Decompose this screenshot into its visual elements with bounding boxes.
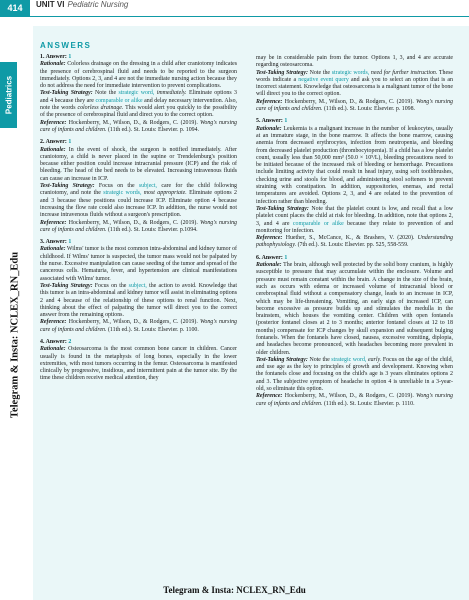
answer-number: 1: [284, 118, 288, 125]
side-tab-label: Pediatrics: [4, 75, 13, 115]
answer-4-continued: may be in considerable pain from the tumor. Options 1, 3, and 4 are accurate regarding osteosarcoma.: [256, 55, 453, 69]
answer-1-rationale: Rationale: Colorless drainage on the dressing in a child after craniotomy indicates the presence of cerebrospinal fluid and needs to be reported to the surgeon immediately. Options 2, 3, and 4 are not the immediate nursing action because they do not address the need for immediate intervention to prevent complications.: [40, 61, 237, 90]
page-header: [0, 0, 469, 17]
answers-title: ANSWERS: [40, 41, 92, 50]
answer-number: 2: [68, 338, 72, 345]
answer-6-strategy: Test-Taking Strategy: Note the strategic word, early. Focus on the age of the child, and use age as the key to principles of growth and development. Knowing when the fontanels close and focusing on the child's age is 3 years eliminates options 2 and 3. The subjective symptom of headache in option 4 is unreliable in a 3-year-old, so eliminate this option.: [256, 356, 453, 393]
right-column: [256, 55, 453, 408]
answer-6-heading: 6. Answer: 1: [256, 254, 288, 261]
answer-5-rationale: Rationale: Leukemia is a malignant increase in the number of leukocytes, usually at an immature stage, in the bone marrow. It affects the bone marrow, causing anemia from decreased erythrocytes, infection from neutropenia, and bleeding from decreased platelet production (thrombocytopenia). If a child has a low platelet count, usually less than 50,000 mm³ (50.0 × 10⁹/L), bleeding precautions need to be initiated because of the increased risk of bleeding or hemorrhage. Precautions include limiting activity that could result in head injury, using soft toothbrushes, checking urine and stools for blood, and administering stool softeners to prevent straining with constipation. In addition, suppositories, enemas, and rectal temperatures are avoided. Options 2, 3, and 4 are related to the prevention of infection rather than bleeding.: [256, 125, 453, 205]
answer-2-rationale: Rationale: In the event of shock, the surgeon is notified immediately. After craniotomy, a child is never placed in the supine or Trendelenburg's position because either position could increase intracranial pressure (ICP) and the risk of bleeding. The head of the bed needs to be elevated. Increasing intravenous fluids can cause an increase in ICP.: [40, 146, 237, 182]
answer-6-rationale: Rationale: The brain, although well protected by the solid bony cranium, is highly susceptible to pressure that may accumulate within the enclosure. Volume and pressure must remain constant within the brain. A change in the size of the brain, such as occurs with edema or increased volume of intracranial blood or cerebrospinal fluid without a compensatory change, leads to an increase in ICP, which may be life-threatening. Vomiting, an early sign of increased ICP, can become excessive as pressure builds up and stimulates the medulla in the brainstem, which houses the vomiting center. Children with open fontanels (posterior fontanel closes at 2 to 3 months; anterior fontanel closes at 12 to 18 months) compensate for ICP changes by skull expansion and subsequent bulging fontanels. When the fontanels have closed, nausea, excessive vomiting, diplopia, and headaches become pronounced, with headaches becoming more prevalent in older children.: [256, 262, 453, 356]
answer-5-reference: Reference: Huether, S., McCance, K., & Brashers, V. (2020). Understanding pathophysiology. (7th ed.). St. Louis: Elsevier. pp. 525, 558-559.: [256, 235, 453, 249]
answer-4-rationale: Rationale: Osteosarcoma is the most common bone cancer in children. Cancer usually is found in the metaphysis of long bones, especially in the lower extremities, with most tumors occurring in the femur. Osteosarcoma is manifested clinically by progressive, insidious, and intermittent pain at the tumor site. By the time these children receive medical attention, they: [40, 346, 237, 382]
answer-number: 1: [284, 254, 288, 261]
section-side-tab: [0, 62, 17, 128]
answer-2-reference: Reference: Hockenberry, M., Wilson, D., & Rodgers, C. (2019). Wong's nursing care of infants and children. (11th ed.). St. Louis: Elsevier. p.1094.: [40, 219, 237, 233]
answer-number: 1: [68, 139, 72, 146]
footer-watermark: Telegram & Insta: NCLEX_RN_Edu: [163, 585, 306, 595]
answer-3-rationale: Rationale: Wilms' tumor is the most common intra-abdominal and kidney tumor of childhood. If Wilms' tumor is suspected, the tumor mass would not be palpated by the nurse. Excessive manipulation can cause seeding of the tumor and spread of the cancerous cells. Hematuria, fever, and hypertension are clinical manifestations associated with Wilms' tumor.: [40, 246, 237, 282]
answer-3-reference: Reference: Hockenberry, M., Wilson, D., & Rodgers, C. (2019). Wong's nursing care of infants and children. (11th ed.). St. Louis: Elsevier. p. 1100.: [40, 319, 237, 333]
answer-1-reference: Reference: Hockenberry, M., Wilson, D., & Rodgers, C. (2019). Wong's nursing care of infants and children. (11th ed.). St. Louis: Elsevier. p. 1094.: [40, 119, 237, 133]
left-column: [40, 54, 237, 383]
unit-title: Pediatric Nursing: [67, 0, 129, 9]
answer-1-strategy: Test-Taking Strategy: Note the strategic word, immediately. Eliminate options 3 and 4 because they are comparable or alike and delay necessary intervention. Also, note the words colorless drainage. This would alert you quickly to the possibility of the presence of cerebrospinal fluid and direct you to the correct option.: [40, 90, 237, 119]
answer-5-heading: 5. Answer: 1: [256, 118, 288, 125]
watermark-text: Telegram & Insta: NCLEX_RN_Edu: [9, 251, 21, 419]
answer-6-reference: Reference: Hockenberry, M., Wilson, D., & Rodgers, C. (2019). Wong's nursing care of infants and children. (11th ed.). St. Louis: Elsevier. p. 1110.: [256, 393, 453, 407]
answer-5-strategy: Test-Taking Strategy: Note that the platelet count is low, and recall that a low platelet count places the child at risk for bleeding. In addition, note that options 2, 3, and 4 are comparable or alike because they relate to prevention of and monitoring for infection.: [256, 205, 454, 234]
answer-number: 1: [68, 239, 72, 246]
answer-1-heading: 1. Answer: 1: [40, 54, 72, 60]
unit-label: UNIT VI: [36, 0, 65, 9]
answer-2-strategy: Test-Taking Strategy: Focus on the subject, care for the child following craniotomy, and note the strategic words, most appropriate. Eliminate options 2 and 3 because these positions could increase ICP. Eliminate option 4 because increasing the flow rate could also increase ICP. In addition, the nurse would not increase intravenous fluids without a surgeon's prescription.: [40, 183, 238, 219]
answer-4-reference: Reference: Hockenberry, M., Wilson, D., & Rodgers, C. (2019). Wong's nursing care of infants and children. (11th ed.). St. Louis: Elsevier. p. 1098.: [256, 98, 453, 113]
answer-3-heading: 3. Answer: 1: [40, 239, 72, 246]
side-watermark: [4, 205, 26, 465]
header-rule: [30, 16, 469, 17]
answer-4-strategy: Test-Taking Strategy: Note the strategic words, need for further instruction. These words indicate a negative event query and ask you to select an option that is an incorrect statement. Knowledge that osteosarcoma is a malignant tumor of the bone will direct you to the correct option.: [256, 69, 453, 98]
answer-3-strategy: Test-Taking Strategy: Focus on the subject, the action to avoid. Knowledge that this tumor is an intra-abdominal and kidney tumor will assist in eliminating options 2 and 4 because of the relationship of these options to renal function. Next, thinking about the effect of palpating the tumor will direct you to the correct answer from the remaining options.: [40, 282, 237, 319]
unit-heading: [36, 0, 128, 9]
page-number: 414: [0, 0, 30, 17]
answer-number: 1: [68, 54, 72, 60]
answer-4-heading: 4. Answer: 2: [40, 338, 72, 345]
answer-2-heading: 2. Answer: 1: [40, 139, 72, 146]
